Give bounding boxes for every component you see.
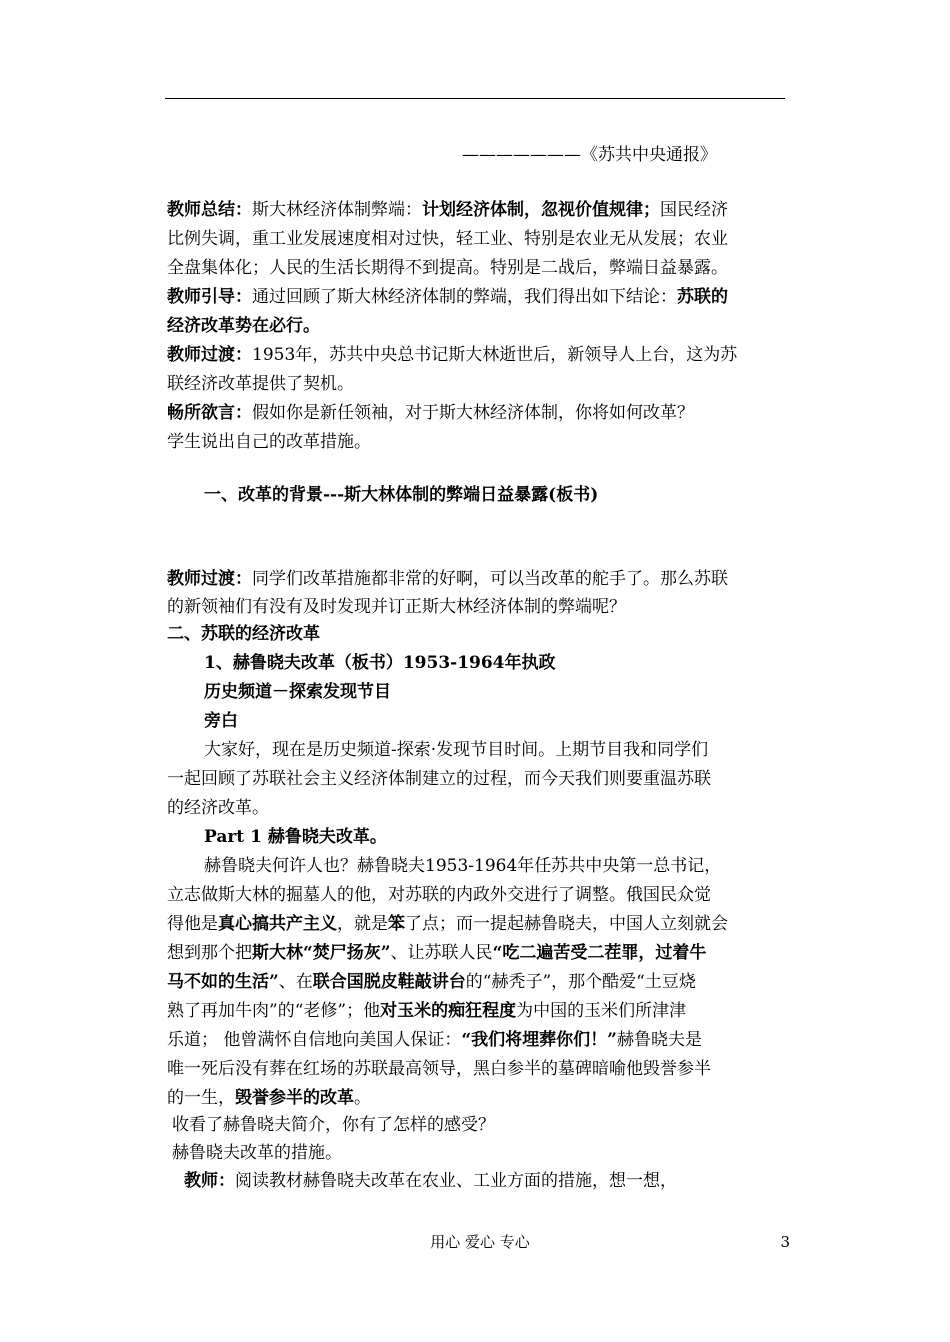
guide-label: 教师引导： xyxy=(167,287,252,307)
narration-line-2: 一起回顾了苏联社会主义经济体制建立的过程，而今天我们则要重温苏联 xyxy=(167,769,711,789)
bio-emphasis: 斯大林“焚尸扬灰” xyxy=(252,943,391,963)
transition2-line-2: 的新领袖们有没有及时发现并订正斯大林经济体制的弊端呢？ xyxy=(167,597,626,617)
header-rule xyxy=(165,98,785,99)
summary-line-1 xyxy=(167,197,787,223)
guide-emphasis: 苏联的 xyxy=(677,287,728,307)
bio-line-4 xyxy=(167,940,787,966)
transition2-label: 教师过渡： xyxy=(167,569,252,589)
transition1-line-2: 联经济改革提供了契机。 xyxy=(167,374,354,394)
bio-line-5 xyxy=(167,969,787,995)
bio-line-8: 唯一死后没有葬在红场的苏联最高领导，黑白参半的墓碑暗喻他毁誉参半 xyxy=(167,1059,711,1079)
citation: ———————《苏共中央通报》 xyxy=(462,145,717,165)
bio-text: 为中国的玉米们所津津 xyxy=(516,1001,687,1021)
question-1: 收看了赫鲁晓夫简介，你有了怎样的感受？ xyxy=(172,1115,495,1135)
bio-text: 得他是 xyxy=(167,914,218,934)
bio-emphasis: 笨 xyxy=(388,914,405,934)
bio-emphasis: 联合国脱皮鞋敲讲台 xyxy=(312,972,466,992)
section2-title: 二、苏联的经济改革 xyxy=(167,624,320,644)
bio-line-6 xyxy=(167,998,787,1024)
summary-emphasis: 计划经济体制，忽视价值规律； xyxy=(422,200,660,220)
bio-emphasis: “我们将埋葬你们！” xyxy=(461,1030,617,1050)
page-footer: 用心 爱心 专心 xyxy=(430,1233,530,1251)
bio-emphasis: 马不如的生活” xyxy=(167,972,279,992)
summary-text: 国民经济 xyxy=(660,200,728,220)
bio-line-3 xyxy=(167,911,787,937)
summary-line-3: 全盘集体化；人民的生活长期得不到提高。特别是二战后，弊端日益暴露。 xyxy=(167,258,728,278)
bio-text: 乐道； 他曾满怀自信地向美国人保证： xyxy=(167,1030,462,1050)
bio-line-7 xyxy=(167,1027,787,1053)
discuss-label: 畅所欲言： xyxy=(167,403,252,423)
bio-text: 了点；而一提起赫鲁晓夫，中国人立刻就会 xyxy=(405,914,728,934)
bio-emphasis: “吃二遍苦受二茬罪，过着牛 xyxy=(492,943,707,963)
summary-label: 教师总结： xyxy=(167,200,252,220)
bio-line-1: 赫鲁晓夫何许人也？赫鲁晓夫1953-1964年任苏共中央第一总书记， xyxy=(204,856,722,876)
bio-emphasis: 对玉米的痴狂程度 xyxy=(380,1001,517,1021)
bio-text: 赫鲁晓夫是 xyxy=(616,1030,702,1050)
bio-emphasis: 毁誉参半的改革 xyxy=(235,1088,354,1108)
teacher-label: 教师： xyxy=(184,1171,235,1191)
bio-text: 、让苏联人民 xyxy=(390,943,493,963)
narration-label: 旁白 xyxy=(204,711,238,731)
measures-line: 赫鲁晓夫改革的措施。 xyxy=(172,1143,342,1163)
transition2-line-1 xyxy=(167,566,787,592)
teacher-line xyxy=(184,1168,804,1194)
bio-text: 的一生， xyxy=(167,1088,235,1108)
transition2-text: 同学们改革措施都非常的好啊，可以当改革的舵手了。那么苏联 xyxy=(252,569,728,589)
bio-text: 。 xyxy=(354,1088,371,1108)
discuss-text: 假如你是新任领袖，对于斯大林经济体制，你将如何改革？ xyxy=(252,403,694,423)
transition1-line-1 xyxy=(167,342,787,368)
discuss-line-1 xyxy=(167,400,787,426)
summary-text: 斯大林经济体制弊端： xyxy=(252,200,422,220)
channel-title: 历史频道－探索发现节目 xyxy=(204,682,391,702)
bio-text: 熟了再加牛肉”的“老修”；他 xyxy=(167,1001,381,1021)
guide-line-2: 经济改革势在必行。 xyxy=(167,316,320,336)
bio-line-2: 立志做斯大林的掘墓人的他，对苏联的内政外交进行了调整。俄国民众觉 xyxy=(167,885,711,905)
bio-line-9 xyxy=(167,1085,787,1111)
bio-text: 、在 xyxy=(278,972,313,992)
sub1-title: 1、赫鲁晓夫改革（板书）1953-1964年执政 xyxy=(204,653,556,673)
bio-text: ，就是 xyxy=(337,914,388,934)
narration-line-3: 的经济改革。 xyxy=(167,798,269,818)
bio-emphasis: 真心搞共产主义 xyxy=(218,914,337,934)
summary-line-2: 比例失调，重工业发展速度相对过快，轻工业、特别是农业无从发展；农业 xyxy=(167,229,728,249)
bio-text: 的“赫秃子”，那个酷爱“土豆烧 xyxy=(465,972,696,992)
guide-text: 通过回顾了斯大林经济体制的弊端，我们得出如下结论： xyxy=(252,287,677,307)
guide-line-1 xyxy=(167,284,787,310)
discuss-line-2: 学生说出自己的改革措施。 xyxy=(167,432,371,452)
section1-title: 一、改革的背景---斯大林体制的弊端日益暴露(板书) xyxy=(204,485,599,505)
transition1-text: 1953年，苏共中央总书记斯大林逝世后，新领导人上台，这为苏 xyxy=(252,345,738,365)
narration-line-1: 大家好，现在是历史频道-探索·发现节目时间。上期节目我和同学们 xyxy=(204,740,709,760)
page-number: 3 xyxy=(780,1233,790,1251)
teacher-text: 阅读教材赫鲁晓夫改革在农业、工业方面的措施，想一想， xyxy=(235,1171,677,1191)
bio-text: 想到那个把 xyxy=(167,943,252,963)
part1-title: Part 1 赫鲁晓夫改革。 xyxy=(204,827,387,847)
transition1-label: 教师过渡： xyxy=(167,345,252,365)
